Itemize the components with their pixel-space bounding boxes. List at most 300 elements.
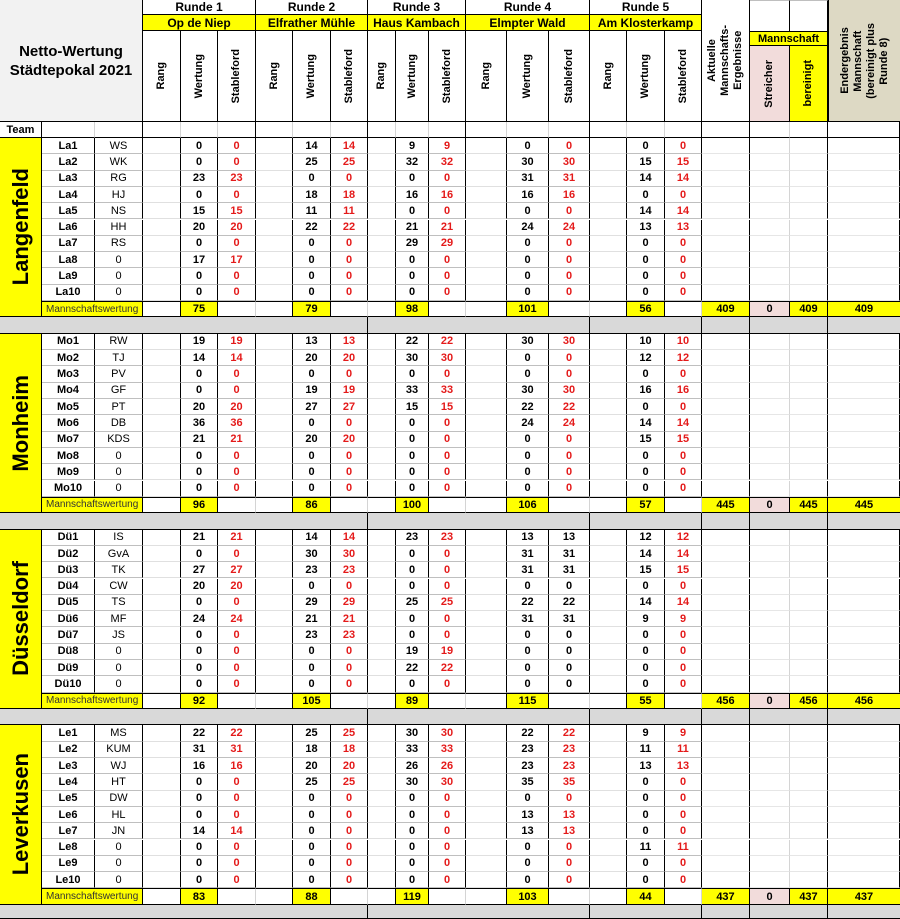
wertung-cell: 20	[293, 432, 331, 448]
stableford-cell: 20	[331, 350, 368, 366]
aktuelle-blank	[702, 448, 750, 464]
endergebnis-blank	[828, 464, 900, 480]
rang-cell	[590, 791, 627, 807]
team-score-label: Mannschaftswertung	[42, 301, 143, 317]
rang-cell	[143, 676, 181, 692]
player-code: Dü3	[42, 562, 95, 578]
rang-cell	[256, 546, 293, 562]
rang-cell	[590, 644, 627, 660]
round-total: 56	[627, 301, 665, 317]
wertung-cell: 0	[507, 660, 549, 676]
streicher-blank	[750, 872, 790, 888]
stableford-cell: 0	[218, 366, 256, 382]
stableford-cell: 16	[429, 187, 466, 203]
stableford-cell: 26	[429, 758, 466, 774]
rang-cell	[143, 774, 181, 790]
endergebnis-total: 456	[828, 693, 900, 709]
player-initials: PT	[95, 399, 143, 415]
stableford-cell: 13	[549, 823, 590, 839]
player-initials: NS	[95, 203, 143, 219]
separator-row	[590, 709, 702, 726]
wertung-cell: 19	[396, 644, 429, 660]
team-row-blank	[549, 122, 590, 138]
rang-cell	[368, 530, 396, 546]
wertung-cell: 0	[181, 285, 218, 301]
rang-cell	[256, 399, 293, 415]
rang-cell	[466, 742, 507, 758]
stableford-cell: 32	[429, 154, 466, 170]
aktuelle-blank	[702, 334, 750, 350]
wertung-cell: 14	[627, 203, 665, 219]
wertung-cell: 24	[507, 220, 549, 236]
rang-cell	[466, 285, 507, 301]
wertung-cell: 0	[627, 644, 665, 660]
player-initials: KDS	[95, 432, 143, 448]
aktuelle-total: 409	[702, 301, 750, 317]
round-total: 115	[507, 693, 549, 709]
streicher-blank	[750, 481, 790, 497]
stableford-cell: 0	[218, 481, 256, 497]
wertung-cell: 0	[396, 856, 429, 872]
stableford-cell: 0	[549, 627, 590, 643]
stableford-cell: 0	[331, 676, 368, 692]
rang-cell	[256, 579, 293, 595]
wertung-cell: 21	[181, 432, 218, 448]
round-total: 92	[181, 693, 218, 709]
title-line-1: Netto-Wertung	[19, 42, 123, 60]
wertung-cell: 21	[396, 220, 429, 236]
stableford-cell: 14	[218, 350, 256, 366]
endergebnis-header	[828, 0, 900, 122]
streicher-blank	[750, 742, 790, 758]
stableford-cell: 25	[331, 725, 368, 741]
rang-cell	[143, 236, 181, 252]
team-name: Langenfeld	[8, 168, 33, 286]
stableford-cell: 0	[549, 203, 590, 219]
streicher-blank	[750, 334, 790, 350]
player-initials: HL	[95, 807, 143, 823]
wertung-cell: 21	[181, 530, 218, 546]
rang-cell	[590, 725, 627, 741]
rang-cell	[143, 644, 181, 660]
aktuelle-blank	[702, 595, 750, 611]
blank-top2-streicher	[750, 16, 790, 31]
team-row-blank	[627, 122, 665, 138]
rang-cell	[368, 774, 396, 790]
separator-row	[828, 905, 900, 919]
rang-cell	[143, 546, 181, 562]
aktuelle-blank	[702, 644, 750, 660]
wertung-cell: 13	[507, 807, 549, 823]
rang-cell	[256, 774, 293, 790]
stableford-cell: 0	[331, 366, 368, 382]
rang-cell	[466, 399, 507, 415]
stableford-cell: 20	[331, 758, 368, 774]
rang-cell	[590, 383, 627, 399]
wertung-cell: 25	[293, 774, 331, 790]
player-initials: 0	[95, 268, 143, 284]
rang-cell	[466, 725, 507, 741]
stableford-cell: 0	[218, 872, 256, 888]
stableford-cell: 0	[218, 595, 256, 611]
wertung-cell: 0	[293, 448, 331, 464]
summary-stableford-blank	[331, 497, 368, 513]
wertung-cell: 22	[507, 595, 549, 611]
aktuelle-blank	[702, 350, 750, 366]
player-code: Mo1	[42, 334, 95, 350]
player-initials: DB	[95, 415, 143, 431]
endergebnis-blank	[828, 823, 900, 839]
streicher-blank	[750, 758, 790, 774]
streicher-blank	[750, 791, 790, 807]
rang-cell	[143, 220, 181, 236]
player-initials: HH	[95, 220, 143, 236]
streicher-blank	[750, 154, 790, 170]
stableford-cell: 30	[549, 334, 590, 350]
page-title	[10, 42, 133, 80]
streicher-blank	[750, 840, 790, 856]
wertung-cell: 0	[507, 138, 549, 154]
wertung-cell: 0	[181, 481, 218, 497]
stableford-cell: 0	[665, 236, 702, 252]
rang-cell	[368, 562, 396, 578]
endergebnis-line: Endergebnis	[838, 27, 851, 94]
stableford-cell: 0	[331, 807, 368, 823]
wertung-cell: 0	[181, 187, 218, 203]
aktuelle-blank	[702, 383, 750, 399]
rang-cell	[256, 725, 293, 741]
round-total: 103	[507, 888, 549, 904]
wertung-label: Wertung	[305, 53, 317, 99]
wertung-cell: 11	[627, 840, 665, 856]
stableford-cell: 16	[549, 187, 590, 203]
stableford-cell: 0	[549, 644, 590, 660]
rang-cell	[143, 415, 181, 431]
rang-cell	[368, 823, 396, 839]
aktuelle-blank	[702, 627, 750, 643]
player-initials: 0	[95, 660, 143, 676]
rang-cell	[256, 872, 293, 888]
stableford-cell: 0	[665, 448, 702, 464]
player-code: La4	[42, 187, 95, 203]
wertung-cell: 30	[396, 350, 429, 366]
endergebnis-blank	[828, 758, 900, 774]
player-code: Mo2	[42, 350, 95, 366]
rang-cell	[466, 415, 507, 431]
aktuelle-blank	[702, 579, 750, 595]
stableford-cell: 14	[331, 530, 368, 546]
bereinigt-label: bereinigt	[802, 60, 814, 107]
subheader-rang-r4	[466, 31, 507, 122]
endergebnis-blank	[828, 481, 900, 497]
rang-cell	[368, 399, 396, 415]
wertung-cell: 0	[181, 546, 218, 562]
team-name: Monheim	[8, 374, 33, 472]
wertung-cell: 33	[396, 742, 429, 758]
rang-label: Rang	[155, 62, 167, 90]
stableford-cell: 16	[665, 383, 702, 399]
rang-cell	[590, 171, 627, 187]
streicher-blank	[750, 774, 790, 790]
separator-row	[368, 905, 590, 919]
wertung-cell: 0	[181, 366, 218, 382]
rang-cell	[143, 562, 181, 578]
stableford-cell: 24	[218, 611, 256, 627]
stableford-cell: 0	[665, 856, 702, 872]
rang-cell	[143, 285, 181, 301]
rang-cell	[143, 725, 181, 741]
bereinigt-blank	[790, 676, 828, 692]
rang-cell	[590, 742, 627, 758]
wertung-cell: 0	[507, 464, 549, 480]
bereinigt-blank	[790, 350, 828, 366]
aktuelle-blank	[702, 464, 750, 480]
stableford-cell: 20	[218, 220, 256, 236]
summary-stableford-blank	[218, 693, 256, 709]
streicher-blank	[750, 236, 790, 252]
player-initials: DW	[95, 791, 143, 807]
stableford-cell: 0	[665, 268, 702, 284]
rang-cell	[256, 187, 293, 203]
summary-rang-blank	[368, 497, 396, 513]
aktuelle-blank	[702, 432, 750, 448]
round-total: 55	[627, 693, 665, 709]
wertung-cell: 20	[181, 579, 218, 595]
wertung-cell: 0	[293, 807, 331, 823]
aktuelle-line: Aktuelle	[706, 39, 718, 82]
stableford-cell: 23	[549, 742, 590, 758]
stableford-cell: 0	[549, 285, 590, 301]
subheader-rang-r5	[590, 31, 627, 122]
bereinigt-blank	[790, 627, 828, 643]
rang-cell	[590, 366, 627, 382]
endergebnis-line: Runde 8)	[877, 36, 890, 85]
player-initials: TK	[95, 562, 143, 578]
stableford-cell: 0	[429, 366, 466, 382]
wertung-cell: 25	[396, 595, 429, 611]
round-total: 98	[396, 301, 429, 317]
stableford-cell: 0	[429, 627, 466, 643]
summary-stableford-blank	[331, 888, 368, 904]
wertung-cell: 0	[627, 187, 665, 203]
bereinigt-blank	[790, 774, 828, 790]
rang-cell	[466, 383, 507, 399]
wertung-cell: 26	[396, 758, 429, 774]
aktuelle-blank	[702, 742, 750, 758]
subheader-stableford-r4	[549, 31, 590, 122]
streicher-blank	[750, 611, 790, 627]
stableford-cell: 13	[665, 758, 702, 774]
summary-stableford-blank	[218, 497, 256, 513]
stableford-cell: 0	[218, 840, 256, 856]
stableford-cell: 22	[549, 725, 590, 741]
bereinigt-total: 445	[790, 497, 828, 513]
wertung-cell: 0	[507, 579, 549, 595]
stableford-cell: 9	[665, 725, 702, 741]
stableford-cell: 0	[429, 415, 466, 431]
endergebnis-blank	[828, 530, 900, 546]
wertung-cell: 0	[293, 579, 331, 595]
stableford-cell: 0	[665, 644, 702, 660]
aktuelle-blank	[702, 725, 750, 741]
endergebnis-blank	[828, 252, 900, 268]
player-code: La6	[42, 220, 95, 236]
wertung-cell: 0	[627, 856, 665, 872]
rang-cell	[368, 464, 396, 480]
stableford-cell: 0	[331, 823, 368, 839]
aktuelle-blank	[702, 268, 750, 284]
wertung-cell: 0	[507, 366, 549, 382]
rang-cell	[368, 383, 396, 399]
rang-cell	[466, 856, 507, 872]
rang-cell	[143, 334, 181, 350]
wertung-cell: 22	[293, 220, 331, 236]
stableford-cell: 24	[549, 220, 590, 236]
separator-row	[750, 317, 828, 334]
wertung-cell: 30	[507, 154, 549, 170]
rang-cell	[256, 350, 293, 366]
streicher-blank	[750, 138, 790, 154]
rang-cell	[256, 627, 293, 643]
player-code: La10	[42, 285, 95, 301]
streicher-blank	[750, 644, 790, 660]
wertung-cell: 0	[293, 823, 331, 839]
rang-cell	[368, 627, 396, 643]
round-total: 86	[293, 497, 331, 513]
wertung-cell: 0	[627, 252, 665, 268]
stableford-cell: 0	[429, 856, 466, 872]
course-header-5: Am Klosterkamp	[590, 15, 702, 31]
stableford-cell: 22	[549, 399, 590, 415]
wertung-cell: 0	[181, 840, 218, 856]
summary-rang-blank	[466, 693, 507, 709]
team-name: Leverkusen	[8, 753, 33, 876]
aktuelle-blank	[702, 285, 750, 301]
wertung-cell: 14	[293, 530, 331, 546]
wertung-cell: 20	[293, 350, 331, 366]
player-initials: HT	[95, 774, 143, 790]
stableford-cell: 0	[218, 856, 256, 872]
rang-cell	[256, 676, 293, 692]
stableford-cell: 0	[331, 285, 368, 301]
wertung-cell: 30	[293, 546, 331, 562]
rang-cell	[143, 399, 181, 415]
rang-cell	[466, 432, 507, 448]
streicher-blank	[750, 415, 790, 431]
rang-cell	[368, 203, 396, 219]
wertung-cell: 0	[181, 595, 218, 611]
endergebnis-total: 437	[828, 888, 900, 904]
stableford-cell: 0	[331, 840, 368, 856]
subheader-wertung-r2	[293, 31, 331, 122]
player-initials: JN	[95, 823, 143, 839]
wertung-cell: 0	[396, 562, 429, 578]
rang-cell	[590, 562, 627, 578]
team-name-cell	[0, 725, 42, 904]
rang-cell	[466, 774, 507, 790]
stableford-cell: 14	[665, 546, 702, 562]
summary-rang-blank	[143, 301, 181, 317]
stableford-cell: 14	[665, 203, 702, 219]
bereinigt-blank	[790, 807, 828, 823]
stableford-cell: 0	[429, 807, 466, 823]
stableford-cell: 13	[665, 220, 702, 236]
stableford-cell: 18	[331, 742, 368, 758]
team-row-blank	[396, 122, 429, 138]
stableford-cell: 31	[549, 611, 590, 627]
rang-cell	[143, 807, 181, 823]
rang-cell	[466, 546, 507, 562]
rang-cell	[368, 644, 396, 660]
streicher-blank	[750, 187, 790, 203]
endergebnis-blank	[828, 383, 900, 399]
stableford-cell: 0	[218, 154, 256, 170]
rang-cell	[368, 236, 396, 252]
wertung-cell: 0	[507, 350, 549, 366]
separator-row	[828, 513, 900, 530]
summary-stableford-blank	[549, 693, 590, 709]
rang-cell	[256, 644, 293, 660]
stableford-cell: 0	[549, 350, 590, 366]
separator-row	[0, 513, 368, 530]
streicher-blank	[750, 366, 790, 382]
team-row-blank	[466, 122, 507, 138]
aktuelle-blank	[702, 252, 750, 268]
player-initials: GF	[95, 383, 143, 399]
stableford-cell: 30	[429, 725, 466, 741]
stableford-cell: 14	[331, 138, 368, 154]
stableford-cell: 19	[331, 383, 368, 399]
round-total: 44	[627, 888, 665, 904]
team-row-blank	[665, 122, 702, 138]
rang-cell	[590, 840, 627, 856]
rang-cell	[590, 236, 627, 252]
aktuelle-blank	[702, 840, 750, 856]
wertung-cell: 0	[293, 481, 331, 497]
rang-cell	[368, 252, 396, 268]
separator-row	[702, 513, 750, 530]
wertung-label: Wertung	[521, 53, 533, 99]
stableford-cell: 25	[331, 154, 368, 170]
stableford-cell: 0	[218, 285, 256, 301]
rang-cell	[256, 448, 293, 464]
team-name: Düsseldorf	[8, 561, 33, 677]
blank-top2-bereinigt	[790, 16, 828, 31]
wertung-cell: 0	[181, 464, 218, 480]
wertung-cell: 29	[293, 595, 331, 611]
wertung-cell: 0	[396, 415, 429, 431]
player-initials: 0	[95, 872, 143, 888]
endergebnis-blank	[828, 366, 900, 382]
rang-cell	[143, 383, 181, 399]
rang-cell	[143, 366, 181, 382]
wertung-cell: 0	[396, 366, 429, 382]
wertung-cell: 0	[396, 807, 429, 823]
stableford-cell: 0	[549, 268, 590, 284]
wertung-cell: 0	[181, 644, 218, 660]
rang-cell	[466, 252, 507, 268]
wertung-cell: 15	[627, 154, 665, 170]
wertung-cell: 13	[507, 530, 549, 546]
stableford-cell: 0	[331, 660, 368, 676]
endergebnis-blank	[828, 725, 900, 741]
player-code: Le6	[42, 807, 95, 823]
player-code: Mo9	[42, 464, 95, 480]
wertung-cell: 0	[396, 676, 429, 692]
aktuelle-blank	[702, 562, 750, 578]
streicher-blank	[750, 464, 790, 480]
player-initials: 0	[95, 644, 143, 660]
